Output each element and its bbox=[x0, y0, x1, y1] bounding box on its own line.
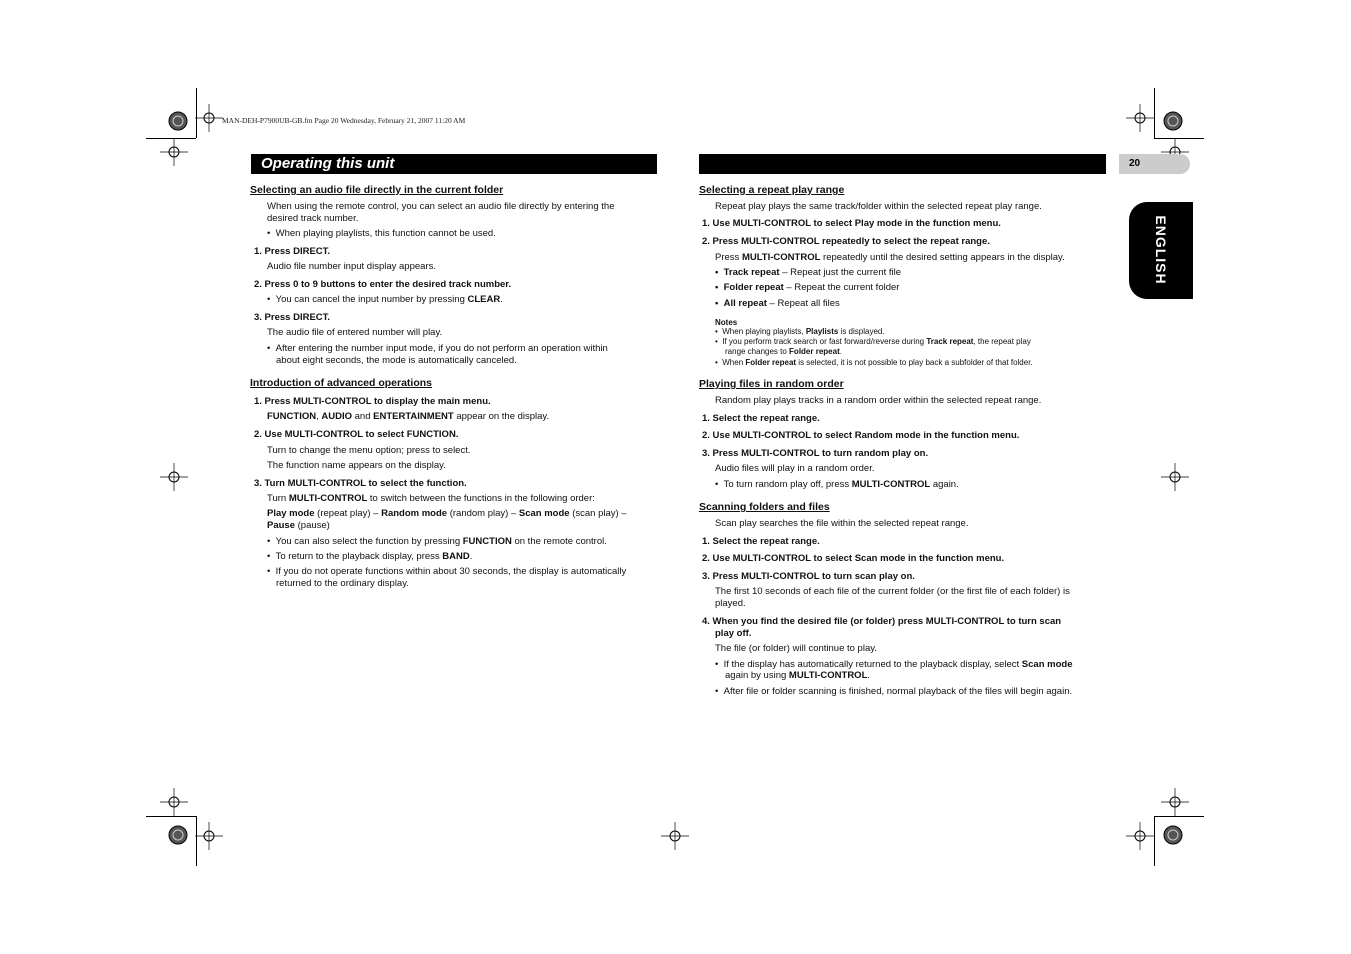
emphasis: Play mode bbox=[267, 508, 315, 519]
emphasis: Scan mode bbox=[518, 508, 570, 519]
paragraph bbox=[267, 493, 595, 505]
step: 2. Use MULTI-CONTROL to select Scan mode in the function menu. bbox=[702, 553, 1005, 564]
bullet-text: . bbox=[867, 670, 871, 681]
note-emphasis: Playlists bbox=[805, 327, 839, 336]
bullet-text: . bbox=[469, 551, 473, 562]
section-heading: Selecting an audio file directly in the current folder bbox=[250, 184, 504, 196]
note-text: range changes to bbox=[725, 347, 790, 356]
bullet-item: • When playing playlists, this function cannot be used. bbox=[267, 228, 496, 239]
paragraph: played. bbox=[715, 598, 746, 609]
note-emphasis: Track repeat bbox=[926, 337, 974, 346]
bullet-text: After file or folder scanning is finished, normal playback of the files will begin again. bbox=[723, 686, 1073, 697]
bullet-continuation bbox=[725, 670, 870, 682]
paragraph: When using the remote control, you can select an audio file directly by entering the bbox=[267, 201, 615, 212]
bullet-emphasis: FUNCTION bbox=[462, 536, 512, 547]
step: 1. Press MULTI-CONTROL to display the main menu. bbox=[254, 396, 491, 407]
bullet-emphasis: CLEAR bbox=[467, 294, 501, 305]
option-name: All repeat bbox=[723, 298, 767, 309]
bullet-continuation: returned to the ordinary display. bbox=[276, 578, 409, 589]
bullet-text: on the remote control. bbox=[511, 536, 607, 547]
bullet-text: When playing playlists, this function cannot be used. bbox=[275, 228, 496, 239]
bullet-text: To return to the playback display, press bbox=[275, 551, 443, 562]
note-text: is selected, it is not possible to play back a subfolder of that folder. bbox=[796, 358, 1033, 367]
bullet-text: If you do not operate functions within about 30 seconds, the display is automatically bbox=[275, 566, 627, 577]
text: and bbox=[351, 411, 374, 422]
option-desc: – Repeat all files bbox=[766, 298, 840, 309]
note-continuation bbox=[725, 347, 842, 357]
registration-circle-icon bbox=[1162, 110, 1184, 132]
crosshair-icon bbox=[195, 104, 223, 132]
section-heading: Playing files in random order bbox=[699, 378, 844, 390]
step: 4. When you find the desired file (or folder) press MULTI-CONTROL to turn scan bbox=[702, 616, 1062, 627]
bullet-text: After entering the number input mode, if you do not perform an operation within bbox=[275, 343, 608, 354]
note-text: If you perform track search or fast forward/reverse during bbox=[722, 337, 927, 346]
note-text: . bbox=[839, 347, 842, 356]
text: (scan play) – bbox=[569, 508, 627, 519]
paragraph: desired track number. bbox=[267, 213, 359, 224]
paragraph: Turn to change the menu option; press to select. bbox=[267, 445, 471, 456]
crosshair-icon bbox=[1126, 104, 1154, 132]
note-text: When playing playlists, bbox=[722, 327, 806, 336]
paragraph bbox=[267, 520, 330, 532]
crosshair-icon bbox=[195, 822, 223, 850]
bullet-text: . bbox=[500, 294, 503, 305]
step: 1. Select the repeat range. bbox=[702, 536, 820, 547]
text: (random play) – bbox=[447, 508, 519, 519]
bullet-emphasis: MULTI-CONTROL bbox=[851, 479, 931, 490]
paragraph bbox=[267, 411, 549, 423]
section-heading: Introduction of advanced operations bbox=[250, 377, 433, 389]
emphasis: Random mode bbox=[381, 508, 448, 519]
bullet-text: again. bbox=[930, 479, 959, 490]
note-item: • If you perform track search or fast forward/reverse during Track repeat, the repeat play bbox=[715, 337, 1031, 346]
step: 3. Press MULTI-CONTROL to turn random play on. bbox=[702, 448, 929, 459]
step: 2. Use MULTI-CONTROL to select Random mode in the function menu. bbox=[702, 430, 1020, 441]
text: , bbox=[316, 411, 322, 422]
crosshair-icon bbox=[1161, 463, 1189, 491]
paragraph: Repeat play plays the same track/folder within the selected repeat play range. bbox=[715, 201, 1042, 212]
bullet-item: • If you do not operate functions within about 30 seconds, the display is automatically bbox=[267, 566, 627, 577]
crosshair-icon bbox=[1161, 788, 1189, 816]
bullet-emphasis: MULTI-CONTROL bbox=[788, 670, 868, 681]
section-heading: Scanning folders and files bbox=[699, 501, 830, 513]
section-title: Operating this unit bbox=[261, 155, 395, 172]
emphasis: FUNCTION bbox=[267, 411, 317, 422]
emphasis: MULTI-CONTROL bbox=[288, 493, 368, 504]
text: appear on the display. bbox=[453, 411, 550, 422]
bullet-item: • You can also select the function by pressing FUNCTION on the remote control. bbox=[267, 536, 607, 547]
note-item: • When playing playlists, Playlists is displayed. bbox=[715, 327, 885, 336]
text: Turn bbox=[267, 493, 289, 504]
step-continuation: play off. bbox=[715, 628, 752, 639]
text: (repeat play) – bbox=[314, 508, 382, 519]
option-desc: – Repeat the current folder bbox=[783, 282, 900, 293]
note-emphasis: Folder repeat bbox=[745, 358, 797, 367]
paragraph: Audio file number input display appears. bbox=[267, 261, 436, 272]
text: to switch between the functions in the following order: bbox=[367, 493, 595, 504]
option-name: Track repeat bbox=[723, 267, 780, 278]
paragraph: Audio files will play in a random order. bbox=[715, 463, 875, 474]
bullet-text: If the display has automatically returned to the playback display, select bbox=[723, 659, 1022, 670]
step: 2. Press MULTI-CONTROL repeatedly to select the repeat range. bbox=[702, 236, 990, 247]
page-number: 20 bbox=[1129, 158, 1141, 169]
language-tab bbox=[1129, 202, 1193, 299]
section-title-bar-right bbox=[699, 154, 1106, 174]
step: 3. Press DIRECT. bbox=[254, 312, 331, 323]
step: 2. Press 0 to 9 buttons to enter the desired track number. bbox=[254, 279, 512, 290]
text: (pause) bbox=[295, 520, 330, 531]
bullet-emphasis: BAND bbox=[442, 551, 470, 562]
paragraph: Scan play searches the file within the selected repeat range. bbox=[715, 518, 969, 529]
emphasis: ENTERTAINMENT bbox=[373, 411, 454, 422]
bullet-item: • After entering the number input mode, if you do not perform an operation within bbox=[267, 343, 608, 354]
page-number-tab bbox=[1119, 154, 1190, 174]
bullet-item: • To turn random play off, press MULTI-CONTROL again. bbox=[715, 479, 959, 490]
bullet-text: You can cancel the input number by pressing bbox=[275, 294, 468, 305]
bullet-emphasis: Scan mode bbox=[1021, 659, 1073, 670]
paragraph bbox=[715, 252, 1065, 264]
bullet-text: You can also select the function by pressing bbox=[275, 536, 463, 547]
text: Press bbox=[715, 252, 742, 263]
paragraph: The first 10 seconds of each file of the current folder (or the first file of each folder) is bbox=[715, 586, 1070, 597]
note-text: , the repeat play bbox=[973, 337, 1031, 346]
bullet-item: • If the display has automatically returned to the playback display, select Scan mode bbox=[715, 659, 1073, 670]
bullet-item: • You can cancel the input number by pressing CLEAR. bbox=[267, 294, 503, 305]
option-item: • All repeat – Repeat all files bbox=[715, 298, 840, 309]
note-item: • When Folder repeat is selected, it is not possible to play back a subfolder of that folder. bbox=[715, 358, 1033, 367]
paragraph: Random play plays tracks in a random order within the selected repeat range. bbox=[715, 395, 1042, 406]
registration-circle-icon bbox=[167, 824, 189, 846]
step: 3. Turn MULTI-CONTROL to select the function. bbox=[254, 478, 467, 489]
crosshair-icon bbox=[661, 822, 689, 850]
crosshair-icon bbox=[160, 138, 188, 166]
option-item: • Track repeat – Repeat just the current file bbox=[715, 267, 902, 278]
emphasis: AUDIO bbox=[321, 411, 352, 422]
paragraph bbox=[267, 508, 627, 520]
note-text: When bbox=[722, 358, 746, 367]
bullet-continuation: about eight seconds, the mode is automatically canceled. bbox=[276, 355, 517, 366]
section-heading: Selecting a repeat play range bbox=[699, 184, 845, 196]
bullet-text: To turn random play off, press bbox=[723, 479, 852, 490]
step: 1. Select the repeat range. bbox=[702, 413, 820, 424]
crosshair-icon bbox=[160, 788, 188, 816]
notes-heading: Notes bbox=[715, 318, 738, 327]
paragraph: The audio file of entered number will play. bbox=[267, 327, 443, 338]
paragraph: The file (or folder) will continue to play. bbox=[715, 643, 877, 654]
registration-circle-icon bbox=[1162, 824, 1184, 846]
note-emphasis: Folder repeat bbox=[789, 347, 840, 356]
bullet-item: • To return to the playback display, press BAND. bbox=[267, 551, 473, 562]
step: 2. Use MULTI-CONTROL to select FUNCTION. bbox=[254, 429, 459, 440]
step: 1. Use MULTI-CONTROL to select Play mode in the function menu. bbox=[702, 218, 1001, 229]
option-item: • Folder repeat – Repeat the current folder bbox=[715, 282, 900, 293]
step: 1. Press DIRECT. bbox=[254, 246, 331, 257]
paragraph: The function name appears on the display. bbox=[267, 460, 446, 471]
step: 3. Press MULTI-CONTROL to turn scan play on. bbox=[702, 571, 915, 582]
crosshair-icon bbox=[160, 463, 188, 491]
crosshair-icon bbox=[1126, 822, 1154, 850]
text: repeatedly until the desired setting appears in the display. bbox=[820, 252, 1065, 263]
file-header: MAN-DEH-P7900UB-GB.fm Page 20 Wednesday, February 21, 2007 11:20 AM bbox=[222, 116, 466, 125]
registration-circle-icon bbox=[167, 110, 189, 132]
option-desc: – Repeat just the current file bbox=[779, 267, 902, 278]
note-text: is displayed. bbox=[838, 327, 885, 336]
bullet-item: • After file or folder scanning is finished, normal playback of the files will begin again. bbox=[715, 686, 1073, 697]
option-name: Folder repeat bbox=[723, 282, 784, 293]
emphasis: MULTI-CONTROL bbox=[741, 252, 821, 263]
language-label: ENGLISH bbox=[1153, 215, 1169, 285]
bullet-text: again by using bbox=[725, 670, 789, 681]
emphasis: Pause bbox=[267, 520, 295, 531]
